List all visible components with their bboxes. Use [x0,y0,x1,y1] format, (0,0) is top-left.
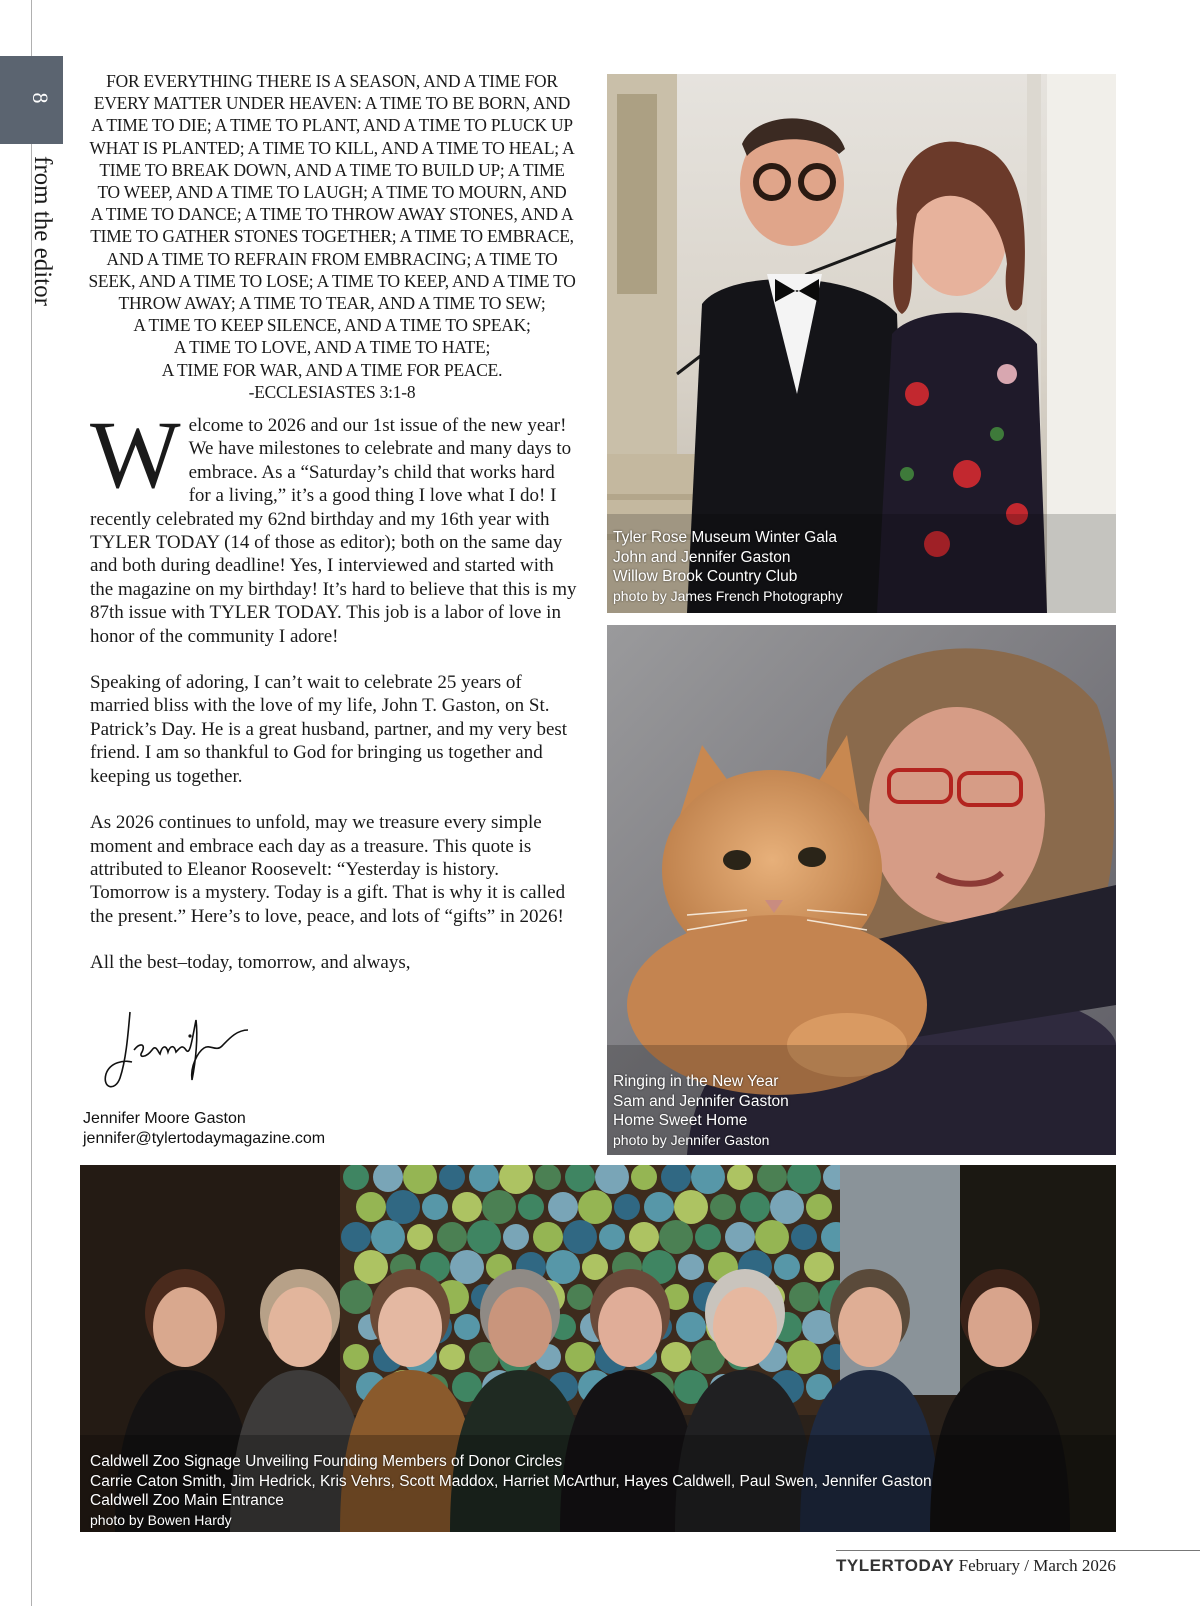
wall-circle [454,1314,480,1340]
wall-circle [674,1190,708,1224]
person-face [488,1287,552,1367]
caption-credit: photo by Bowen Hardy [90,1511,232,1528]
wall-circle [629,1222,659,1252]
wall-circle [676,1312,706,1342]
letter-closing: All the best–today, tomorrow, and always, [90,952,411,974]
wall-circle [437,1222,467,1252]
caption-location: Home Sweet Home [613,1112,748,1130]
magazine-brand: TYLERTODAY [836,1556,955,1575]
wall-circle [806,1194,832,1220]
wall-circle [503,1224,529,1250]
quote-line: SEEK, AND A TIME TO LOSE; A TIME TO KEEP, AND A TIME TO [88,270,576,291]
quote-line: THROW AWAY; A TIME TO TEAR, AND A TIME TO SEW; [118,293,546,314]
person-face [268,1287,332,1367]
wall-circle [804,1252,834,1282]
wall-circle [343,1344,369,1370]
wall-circle [578,1190,612,1224]
quote-line: EVERY MATTER UNDER HEAVEN: A TIME TO BE BORN, AND [93,93,571,114]
person-face [378,1287,442,1367]
quote-line: A TIME TO DANCE; A TIME TO THROW AWAY STONES, AND A [90,204,574,225]
caption-credit: photo by James French Photography [613,587,843,604]
person-face [713,1287,777,1367]
quote-line: TO WEEP, AND A TIME TO LAUGH; A TIME TO MOURN, AND [97,182,567,203]
wall-circle [439,1344,465,1370]
author-block [83,1109,325,1149]
person-face [153,1287,217,1367]
quote-line: TIME TO GATHER STONES TOGETHER; A TIME TO EMBRACE, [90,226,574,247]
caption-location: Caldwell Zoo Main Entrance [90,1492,284,1510]
quote-line: AND A TIME TO REFRAIN FROM EMBRACING; A TIME TO [106,248,558,269]
wall-circle [740,1192,770,1222]
caption-event: Ringing in the New Year [613,1073,779,1090]
quote-line: FOR EVERYTHING THERE IS A SEASON, AND A TIME FOR [106,71,558,91]
wall-circle [563,1220,597,1254]
wall-circle [535,1165,561,1190]
wall-circle [725,1222,755,1252]
signature-image [100,1000,260,1095]
footer-rule [836,1550,1200,1551]
wall-circle [386,1190,420,1224]
wall-circle [774,1254,800,1280]
caption-people: Sam and Jennifer Gaston [613,1092,789,1110]
wall-circle [787,1340,821,1374]
person-face [838,1287,902,1367]
wall-circle [614,1194,640,1220]
wall-circle [710,1194,736,1220]
new-year-caption [613,1072,789,1150]
wall-circle [339,1280,373,1314]
caption-credit: photo by Jennifer Gaston [613,1131,770,1148]
quote-line: A TIME TO KEEP SILENCE, AND A TIME TO SPEAK; [133,315,531,336]
letter-paragraph-3: As 2026 continues to unfold, may we treasure every simple moment and embrace each day as a treasure. This quote is attributed to Eleanor Roosevelt: “Yesterday is history. Tomorrow is a mystery. Today is a gift. That is why it is called the present.” Here’s to love, peace, and lots of “gifts” in 2026! [90,812,566,927]
wall-circle [452,1192,482,1222]
wall-circle [407,1224,433,1250]
caption-people: John and Jennifer Gaston [613,548,791,566]
paragraph-text: elcome to 2026 and our 1st issue of the new year! We have milestones to celebrate and many days to embrace. As a “Saturday’s child that works hard for a living,” it’s a good thing I love what I do! I recently celebrated my 62nd birthday and my 16th year with TYLER TODAY (14 of those as editor); both on the same day and both during deadline! Yes, I interviewed and started with the magazine on my birthday! It’s hard to believe that this is my 87th issue with TYLER TODAY. This job is a labor of love in honor of the community I adore! [90,415,577,647]
drop-cap: W [90,401,181,508]
wall-circle [533,1222,563,1252]
wall-circle [371,1220,405,1254]
wall-circle [599,1224,625,1250]
wall-circle [770,1190,804,1224]
quote-line: A TIME FOR WAR, AND A TIME FOR PEACE. [161,359,503,380]
wall-circle [567,1284,593,1310]
editor-letter [90,401,580,998]
wall-circle [467,1220,501,1254]
section-label: from the editor [29,156,56,306]
quote-line: WHAT IS PLANTED; A TIME TO KILL, AND A TIME TO HEAL; A [89,137,575,158]
wall-circle [546,1250,580,1284]
wall-circle [548,1192,578,1222]
quote-line: A TIME TO LOVE, AND A TIME TO HATE; [173,337,491,358]
wall-circle [582,1254,608,1280]
gala-caption [613,528,843,606]
wall-circle [482,1190,516,1224]
wall-circle [354,1250,388,1284]
caption-location: Willow Brook Country Club [613,568,798,586]
new-year-photo [607,625,1116,1155]
quote-line: A TIME TO DIE; A TIME TO PLANT, AND A TIME TO PLUCK UP [91,115,573,136]
quote-source: -ECCLESIASTES 3:1-8 [248,381,416,402]
gala-photo [607,74,1116,613]
letter-paragraph-1 [90,401,580,648]
wall-circle [678,1254,704,1280]
wall-circle [341,1222,371,1252]
wall-circle [450,1250,484,1284]
wall-circle [695,1224,721,1250]
wall-circle [791,1224,817,1250]
wall-circle [343,1165,369,1190]
caption-people: Carrie Caton Smith, Jim Hedrick, Kris Vehrs, Scott Maddox, Harriet McArthur, Hayes Caldwell, Paul Swen, Jennifer Gaston [90,1472,932,1490]
wall-circle [356,1192,386,1222]
letter-paragraph-2: Speaking of adoring, I can’t wait to celebrate 25 years of married bliss with the love of my life, John T. Gaston, on St. Patrick’s Day. He is a great husband, partner, and my very best friend. I am so thankful to God for bringing us together and keeping us together. [90,672,568,787]
wall-circle [727,1165,753,1190]
wall-circle [565,1342,595,1372]
page-footer [836,1556,1116,1576]
scripture-quote [78,70,586,403]
wall-circle [518,1194,544,1220]
wall-circle [755,1220,789,1254]
wall-circle [789,1282,819,1312]
issue-date: February / March 2026 [958,1556,1116,1575]
zoo-group-photo [80,1165,1116,1532]
author-email[interactable]: jennifer@tylertodaymagazine.com [83,1130,326,1147]
person-face [598,1287,662,1367]
caption-event: Caldwell Zoo Signage Unveiling Founding Members of Donor Circles [90,1453,563,1470]
wall-circle [661,1342,691,1372]
person-face [968,1287,1032,1367]
wall-circle [631,1165,657,1190]
wall-circle [422,1194,448,1220]
wall-circle [439,1165,465,1190]
zoo-caption [90,1452,932,1530]
wall-circle [659,1220,693,1254]
wall-circle [644,1192,674,1222]
page-number: 8 [28,92,53,104]
quote-line: TIME TO BREAK DOWN, AND A TIME TO BUILD UP; A TIME [99,159,565,180]
author-name: Jennifer Moore Gaston [83,1110,246,1127]
caption-event: Tyler Rose Museum Winter Gala [613,529,837,546]
